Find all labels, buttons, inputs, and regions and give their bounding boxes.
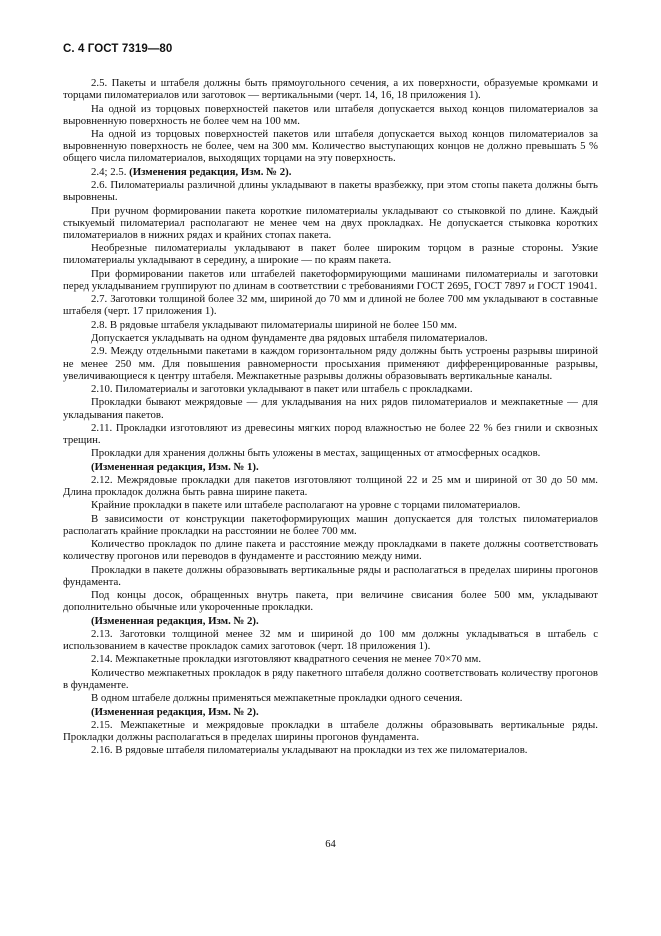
paragraph: 2.7. Заготовки толщиной более 32 мм, шириной до 70 мм и длиной не более 700 мм укладывают в составные штабеля (черт. 17 приложения 1). (63, 293, 598, 318)
paragraph: При формировании пакетов или штабелей пакетоформирующими машинами пиломатериалы и заготовки перед укладыванием группируют по длинам в соответствии с требованиями ГОСТ 2695, ГОСТ 7897 и ГОСТ 19041. (63, 267, 598, 292)
paragraph: 2.14. Межпакетные прокладки изготовляют квадратного сечения не менее 70×70 мм. (91, 653, 482, 666)
paragraph: 2.13. Заготовки толщиной менее 32 мм и шириной до 100 мм должны укладываться в штабель с использованием в качестве прокладок самих заготовок (черт. 18 приложения 1). (63, 627, 598, 653)
paragraph: В зависимости от конструкции пакетоформирующих машин допускается для толстых пиломатериалов располагать крайние прокладки на расстоянии не более 700 мм. (63, 512, 598, 537)
paragraph: 2.16. В рядовые штабеля пиломатериалы укладывают на прокладки из тех же пиломатериалов. (91, 744, 528, 757)
paragraph: На одной из торцовых поверхностей пакетов или штабеля допускается выход концов пиломатериалов за выровненную поверхность не более, чем на 300 мм. Количество выступающих концов не должно превышать 5 % общего числа пиломатериалов, выходящих торцами на эту поверхность. (63, 128, 598, 165)
paragraph: Прокладки для хранения должны быть уложены в местах, защищенных от атмосферных осадков. (91, 447, 541, 460)
paragraph: 2.10. Пиломатериалы и заготовки укладывают в пакет или штабель с прокладками. (91, 383, 473, 395)
page-number: 64 (325, 839, 336, 850)
paragraph: 2.15. Межпакетные и межрядовые прокладки в штабеле должны образовывать вертикальные ряды. Прокладки должны располагаться в пределах ширины прогонов фундамента. (63, 718, 598, 744)
paragraph: Крайние прокладки в пакете или штабеле располагают на уровне с торцами пиломатериалов. (91, 499, 521, 512)
paragraph: Прокладки бывают межрядовые — для укладывания на них рядов пиломатериалов и межпакетные — для укладывания пакетов. (63, 396, 598, 421)
paragraph: 2.5. Пакеты и штабеля должны быть прямоугольного сечения, а их поверхности, образуемые кромками и торцами пиломатериалов или заготовок — вертикальными (черт. 14, 16, 18 приложения 1). (63, 77, 598, 102)
paragraph: Количество прокладок по длине пакета и расстояние между прокладками в пакете должны соответствовать количеству прогонов или переводов в фундаменте и расстоянию между ними. (63, 538, 598, 563)
paragraph (63, 166, 598, 178)
paragraph: 2.6. Пиломатериалы различной длины укладывают в пакеты вразбежку, при этом стопы пакета должны быть выровнены. (63, 179, 598, 204)
paragraph: Прокладки в пакете должны образовывать вертикальные ряды и располагаться в пределах ширины прогонов фундамента. (63, 563, 598, 588)
paragraph: Количество межпакетных прокладок в ряду пакетного штабеля должно соответствовать количеству прогонов в фундаменте. (63, 666, 598, 691)
paragraph: При ручном формировании пакета короткие пиломатериалы укладывают со стыковкой по длине. Каждый стыкуемый пиломатериал располагают не менее чем на двух прокладках. Не допускается стыковка коротких пиломатериалов в нижних рядах и крайних стопах пакета. (63, 204, 598, 241)
paragraph: Под концы досок, обращенных внутрь пакета, при величине свисания более 500 мм, укладывают дополнительно обычные или укороченные прокладки. (63, 589, 598, 614)
paragraph: 2.8. В рядовые штабеля укладывают пиломатериалы шириной не более 150 мм. (91, 318, 457, 331)
paragraph: Необрезные пиломатериалы укладывают в пакет более широким торцом в разные стороны. Узкие пиломатериалы укладывают в середину, а широкие — по краям пакета. (63, 242, 598, 267)
paragraph-clause-number: 2.4; 2.5. (91, 165, 130, 178)
amendment-note: (Измененная редакция, Изм. № 2). (91, 614, 259, 627)
paragraph: Допускается укладывать на одном фундаменте два рядовых штабеля пиломатериалов. (91, 332, 488, 344)
paragraph: 2.11. Прокладки изготовляют из древесины мягких пород влажностью не более 22 % без гнили и сквозных трещин. (63, 421, 598, 446)
paragraph: На одной из торцовых поверхностей пакетов или штабеля допускается выход концов пиломатериалов за выровненную поверхность не более чем на 100 мм. (63, 102, 598, 127)
document-body (63, 77, 598, 758)
paragraph: В одном штабеле должны применяться межпакетные прокладки одного сечения. (91, 692, 463, 705)
paragraph: 2.12. Межрядовые прокладки для пакетов изготовляют толщиной 22 и 25 мм и шириной от 30 до 50 мм. Длина прокладок должна быть равна ширине пакета. (63, 473, 598, 499)
amendment-note: (Измененная редакция, Изм. № 1). (91, 460, 259, 473)
amendment-note: (Измененная редакция, Изм. № 2). (91, 705, 259, 718)
paragraph: 2.9. Между отдельными пакетами в каждом горизонтальном ряду должны быть устроены разрывы шириной не менее 250 мм. Для повышения равномерности просыхания применяют дифференцированные разрывы, увеличивающиеся к центру штабеля. Межпакетные разрывы должны образовывать вертикальные каналы. (63, 345, 598, 382)
amendment-note: (Изменения редакция, Изм. № 2). (129, 165, 292, 178)
page-header: С. 4 ГОСТ 7319—80 (63, 43, 173, 55)
